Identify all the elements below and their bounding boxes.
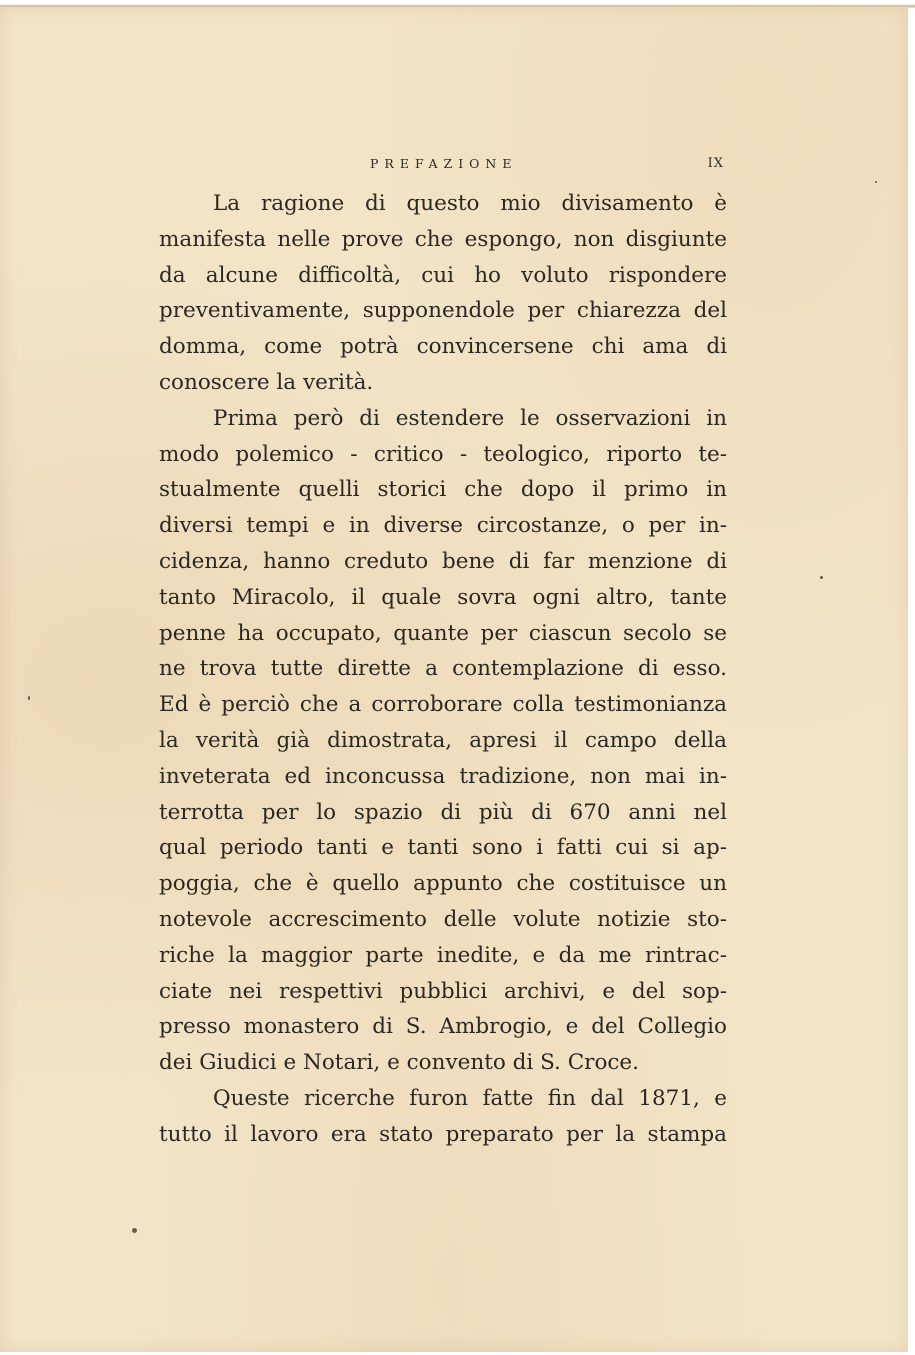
text-line: stualmente quelli storici che dopo il primo in xyxy=(159,477,727,503)
text-line: tanto Miracolo, il quale sovra ogni altro, tante xyxy=(159,584,727,610)
text-line: penne ha occupato, quante per ciascun secolo se xyxy=(159,620,727,646)
text-line: La ragione di questo mio divisamento è xyxy=(213,191,727,216)
paper-speck xyxy=(28,696,30,700)
text-line: domma, come potrà convincersene chi ama di xyxy=(159,334,727,360)
page-top-edge xyxy=(0,0,915,8)
text-line: tutto il lavoro era stato preparato per la stampa xyxy=(159,1121,727,1147)
text-line: Prima però di estendere le osservazioni in xyxy=(213,405,727,431)
running-title: PREFAZIONE xyxy=(370,156,518,171)
text-line: inveterata ed inconcussa tradizione, non mai in- xyxy=(159,763,727,789)
text-line: qual periodo tanti e tanti sono i fatti cui si ap- xyxy=(159,835,727,861)
text-line: poggia, che è quello appunto che costituisce un xyxy=(159,871,727,897)
paper-speck xyxy=(875,181,877,183)
paper-speck xyxy=(132,1228,137,1233)
text-line: presso monastero di S. Ambrogio, e del Collegio xyxy=(159,1014,727,1040)
text-line: da alcune difficoltà, cui ho voluto rispondere xyxy=(159,262,727,288)
paper-speck xyxy=(820,576,823,579)
text-line: riche la maggior parte inedite, e da me rintrac- xyxy=(159,942,727,968)
body-text xyxy=(159,186,727,1153)
text-line: preventivamente, supponendole per chiarezza del xyxy=(159,298,727,324)
text-line: ciate nei respettivi pubblici archivi, e del sop- xyxy=(159,978,727,1004)
text-line: ne trova tutte dirette a contemplazione di esso. xyxy=(159,656,727,682)
text-line: manifesta nelle prove che espongo, non disgiunte xyxy=(159,226,727,252)
page-header xyxy=(160,156,726,178)
page-number: IX xyxy=(707,156,724,171)
text-line: la verità già dimostrata, apresi il campo della xyxy=(159,727,727,753)
text-line: diversi tempi e in diverse circostanze, o per in- xyxy=(159,513,727,539)
text-line: Queste ricerche furon fatte fin dal 1871, e xyxy=(213,1085,727,1111)
text-line: terrotta per lo spazio di più di 670 anni nel xyxy=(159,799,727,825)
text-line: dei Giudici e Notari, e convento di S. Croce. xyxy=(159,1050,639,1076)
text-line: modo polemico - critico - teologico, riporto te- xyxy=(159,441,727,467)
book-page xyxy=(0,6,908,1352)
text-line: notevole accrescimento delle volute notizie sto- xyxy=(159,906,727,932)
text-line: conoscere la verità. xyxy=(159,369,374,395)
text-line: cidenza, hanno creduto bene di far menzione di xyxy=(159,548,727,574)
text-line: Ed è perciò che a corroborare colla testimonianza xyxy=(159,692,727,718)
